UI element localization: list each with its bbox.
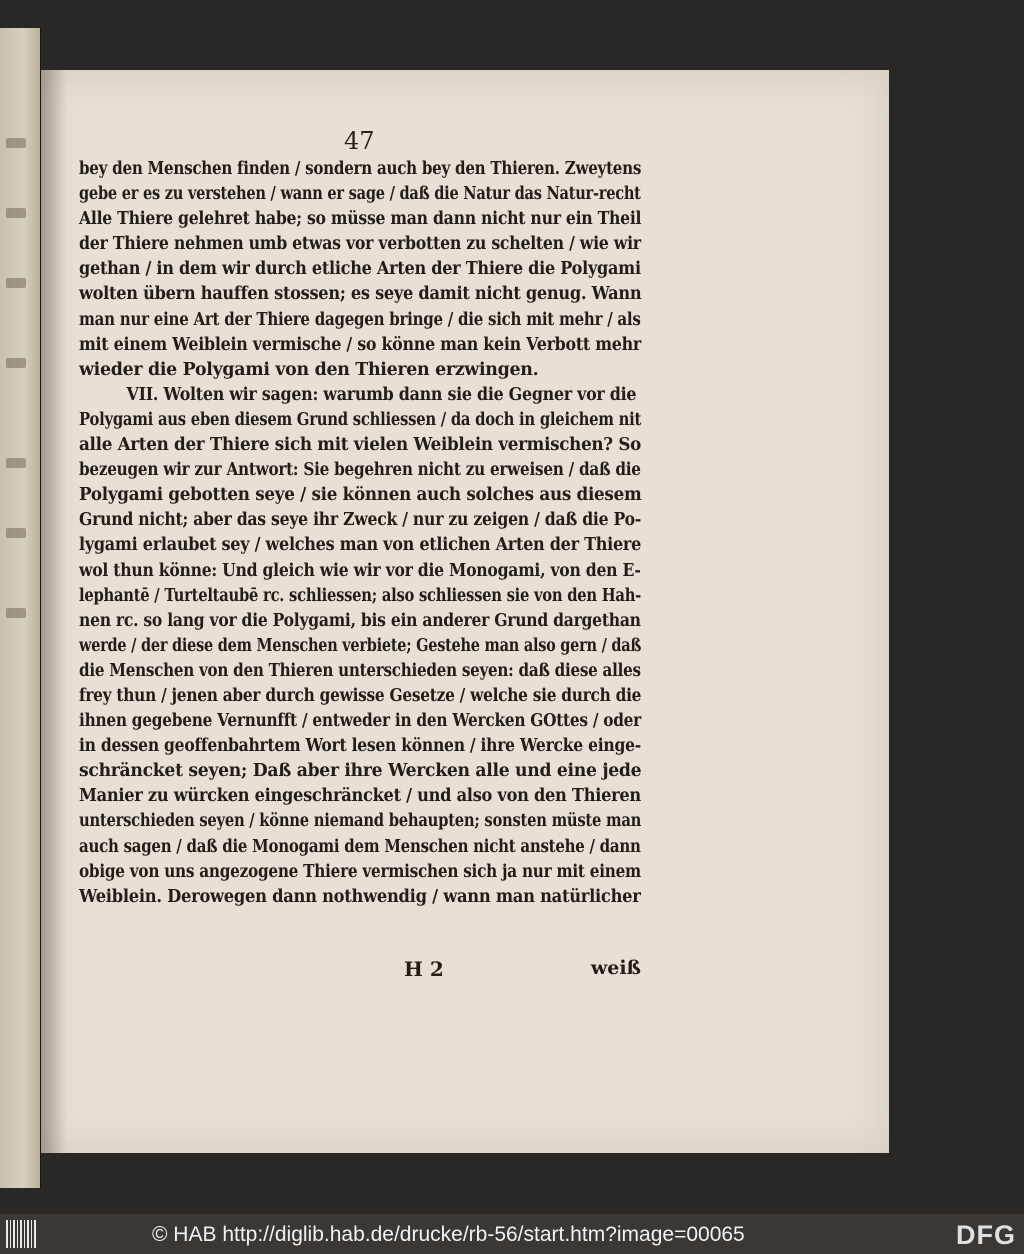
page-text <box>79 157 641 910</box>
catchword: weiß <box>590 957 641 979</box>
book-page <box>41 70 889 1153</box>
text-line: Grund nicht; aber das seye ihr Zweck / nur zu zeigen / daß die Po- <box>79 510 642 531</box>
text-line: auch sagen / daß die Monogami dem Menschen nicht anstehe / dann <box>79 836 641 857</box>
previous-page-mark <box>6 208 26 218</box>
text-line: frey thun / jenen aber durch gewisse Gesetze / welche sie durch die <box>79 685 642 706</box>
text-line: Weiblein. Derowegen dann nothwendig / wann man natürlicher <box>79 886 641 907</box>
text-line: Manier zu würcken eingeschräncket / und also von den Thieren <box>79 786 641 807</box>
text-line: in dessen geoffenbahrtem Wort lesen können / ihre Wercke einge- <box>79 736 641 757</box>
previous-page-mark <box>6 138 26 148</box>
page-number: 47 <box>344 127 375 155</box>
text-line: wol thun könne: Und gleich wie wir vor die Monogami, von den E- <box>79 560 641 581</box>
text-line: bey den Menschen finden / sondern auch bey den Thieren. Zweytens <box>79 159 642 179</box>
previous-page-mark <box>6 358 26 368</box>
text-line: ihnen gegebene Vernunfft / entweder in den Wercken GOttes / oder <box>79 711 641 732</box>
page-gutter-shadow <box>41 70 67 1153</box>
text-line: lygami erlaubet sey / welches man von etlichen Arten der Thiere <box>79 535 641 556</box>
text-line: wolten übern hauffen stossen; es seye damit nicht genug. Wann <box>79 284 642 305</box>
previous-page-mark <box>6 278 26 288</box>
text-line: gethan / in dem wir durch etliche Arten der Thiere die Polygami <box>79 259 641 280</box>
viewer-footer <box>0 1214 1024 1254</box>
text-line: Alle Thiere gelehret habe; so müsse man dann nicht nur ein Theil <box>79 209 642 230</box>
previous-page-mark <box>6 458 26 468</box>
text-line: nen rc. so lang vor die Polygami, bis ein anderer Grund dargethan <box>79 610 641 631</box>
signature-mark: H 2 <box>404 957 444 981</box>
text-line: werde / der diese dem Menschen verbiete; Gestehe man also gern / daß <box>79 635 642 656</box>
text-line: Polygami aus eben diesem Grund schliessen / da doch in gleichem nit <box>79 409 642 430</box>
text-line: die Menschen von den Thieren unterschieden seyen: daß diese alles <box>79 660 641 681</box>
text-line: der Thiere nehmen umb etwas vor verbotten zu schelten / wie wir <box>79 234 641 255</box>
text-line: mit einem Weiblein vermische / so könne man kein Verbott mehr <box>79 334 641 355</box>
text-line: lephantē / Turteltaubē rc. schliessen; also schliessen sie von den Hah- <box>79 585 642 606</box>
dfg-logo: DFG <box>956 1220 1016 1250</box>
text-line: VII. Wolten wir sagen: warumb dann sie die Gegner vor die <box>126 384 637 405</box>
page-footer-line <box>79 957 641 987</box>
barcode-icon <box>6 1220 38 1248</box>
text-line: unterschieden seyen / könne niemand behaupten; sonsten müste man <box>79 811 642 832</box>
text-line: Polygami gebotten seye / sie können auch solches aus diesem <box>79 485 642 506</box>
text-line: bezeugen wir zur Antwort: Sie begehren nicht zu erweisen / daß die <box>79 460 641 481</box>
previous-page-edge <box>0 28 41 1188</box>
text-line: man nur eine Art der Thiere dagegen bringe / die sich mit mehr / als <box>79 309 641 330</box>
previous-page-mark <box>6 528 26 538</box>
text-line: obige von uns angezogene Thiere vermischen sich ja nur mit einem <box>79 861 641 882</box>
text-line: schräncket seyen; Daß aber ihre Wercken alle und eine jede <box>79 761 642 782</box>
text-line: gebe er es zu verstehen / wann er sage / daß die Natur das Natur-recht <box>79 184 641 205</box>
text-line: wieder die Polygami von den Thieren erzwingen. <box>79 359 539 380</box>
previous-page-mark <box>6 608 26 618</box>
copyright-link[interactable]: © HAB http://diglib.hab.de/drucke/rb-56/start.htm?image=00065 <box>152 1223 745 1246</box>
text-line: alle Arten der Thiere sich mit vielen Weiblein vermischen? So <box>79 435 642 456</box>
